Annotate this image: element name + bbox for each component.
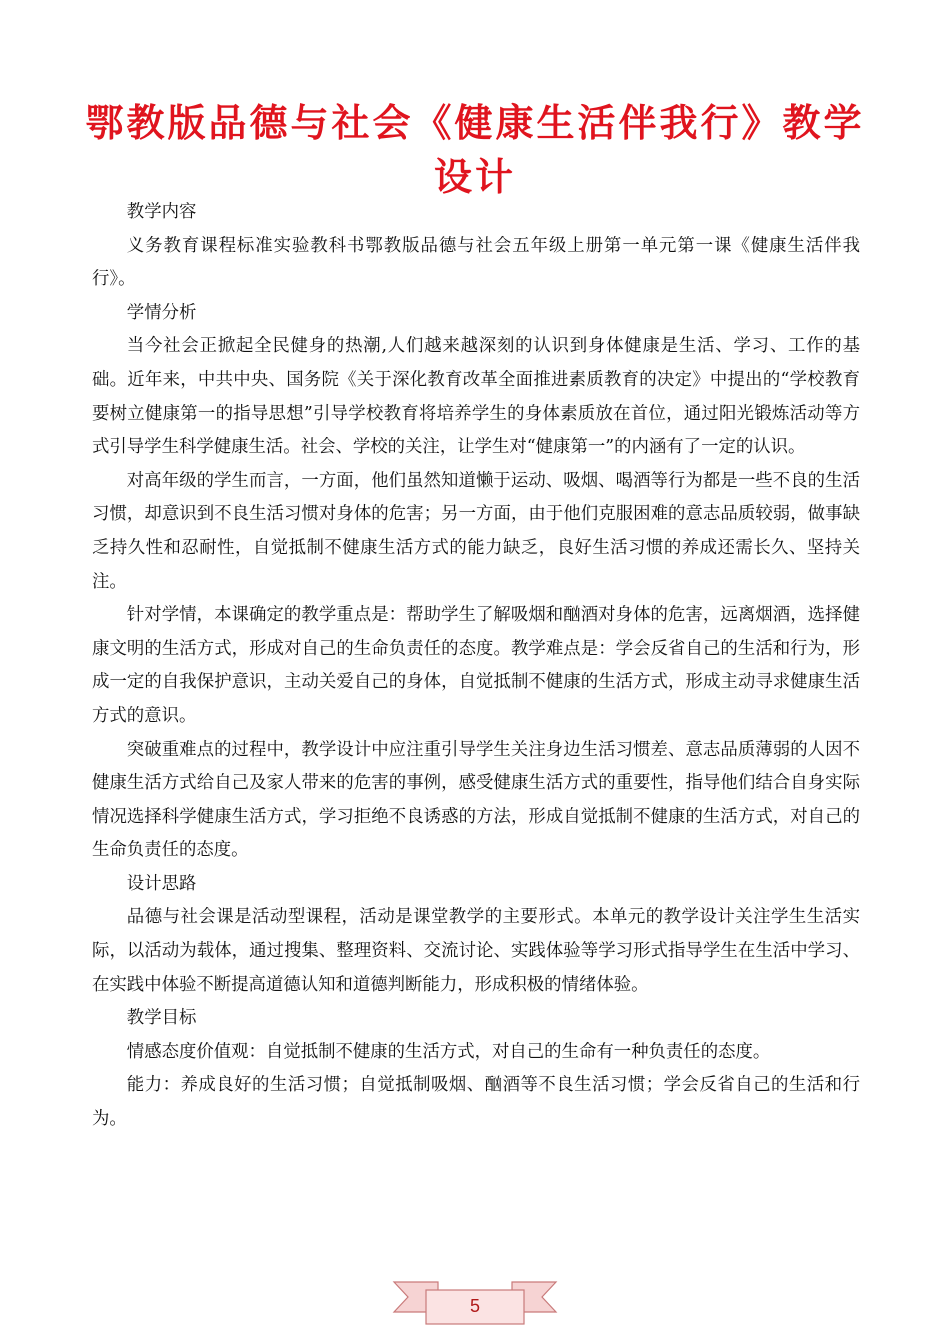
document-title: 鄂教版品德与社会《健康生活伴我行》教学设计 <box>85 101 865 199</box>
document-body <box>92 196 860 1137</box>
paragraph: 品德与社会课是活动型课程，活动是课堂教学的主要形式。本单元的教学设计关注学生生活实际，以活动为载体，通过搜集、整理资料、交流讨论、实践体验等学习形式指导学生在生活中学习、在实践中体验不断提高道德认知和道德判断能力，形成积极的情绪体验。 <box>92 907 860 995</box>
paragraph: 义务教育课程标准实验教科书鄂教版品德与社会五年级上册第一单元第一课《健康生活伴我行》。 <box>92 235 860 290</box>
paragraph: 能力：养成良好的生活习惯；自觉抵制吸烟、酗酒等不良生活习惯；学会反省自己的生活和行为。 <box>92 1075 860 1130</box>
page-number-badge <box>390 1272 560 1336</box>
paragraph: 情感态度价值观：自觉抵制不健康的生活方式，对自己的生命有一种负责任的态度。 <box>126 1041 771 1062</box>
section-heading: 教学目标 <box>126 1008 197 1029</box>
section-heading: 教学内容 <box>126 202 197 222</box>
paragraph: 针对学情，本课确定的教学重点是：帮助学生了解吸烟和酗酒对身体的危害，远离烟酒，选择健康文明的生活方式，形成对自己的生命负责任的态度。教学难点是：学会反省自己的生活和行为，形成一定的自我保护意识，主动关爱自己的身体，自觉抵制不健康的生活方式，形成主动寻求健康生活方式的意识。 <box>92 605 860 726</box>
section-heading: 学情分析 <box>126 302 197 323</box>
section-heading: 设计思路 <box>126 873 197 894</box>
paragraph: 突破重难点的过程中，教学设计中应注重引导学生关注身边生活习惯差、意志品质薄弱的人因不健康生活方式给自己及家人带来的危害的事例，感受健康生活方式的重要性，指导他们结合自身实际情况选择科学健康生活方式，学习拒绝不良诱惑的方法，形成自觉抵制不健康的生活方式，对自己的生命负责任的态度。 <box>92 739 860 861</box>
paragraph: 当今社会正掀起全民健身的热潮,人们越来越深刻的认识到身体健康是生活、学习、工作的基础。近年来，中共中央、国务院《关于深化教育改革全面推进素质教育的决定》中提出的“学校教育要树立健康第一的指导思想”引导学校教育将培养学生的身体素质放在首位，通过阳光锻炼活动等方式引导学生科学健康生活。社会、学校的关注，让学生对“健康第一”的内涵有了一定的认识。 <box>92 336 860 458</box>
page-number: 5 <box>469 1296 480 1316</box>
paragraph: 对高年级的学生而言，一方面，他们虽然知道懒于运动、吸烟、喝酒等行为都是一些不良的生活习惯，却意识到不良生活习惯对身体的危害；另一方面，由于他们克服困难的意志品质较弱，做事缺乏持久性和忍耐性，自觉抵制不健康生活方式的能力缺乏，良好生活习惯的养成还需长久、坚持关注。 <box>92 470 860 592</box>
